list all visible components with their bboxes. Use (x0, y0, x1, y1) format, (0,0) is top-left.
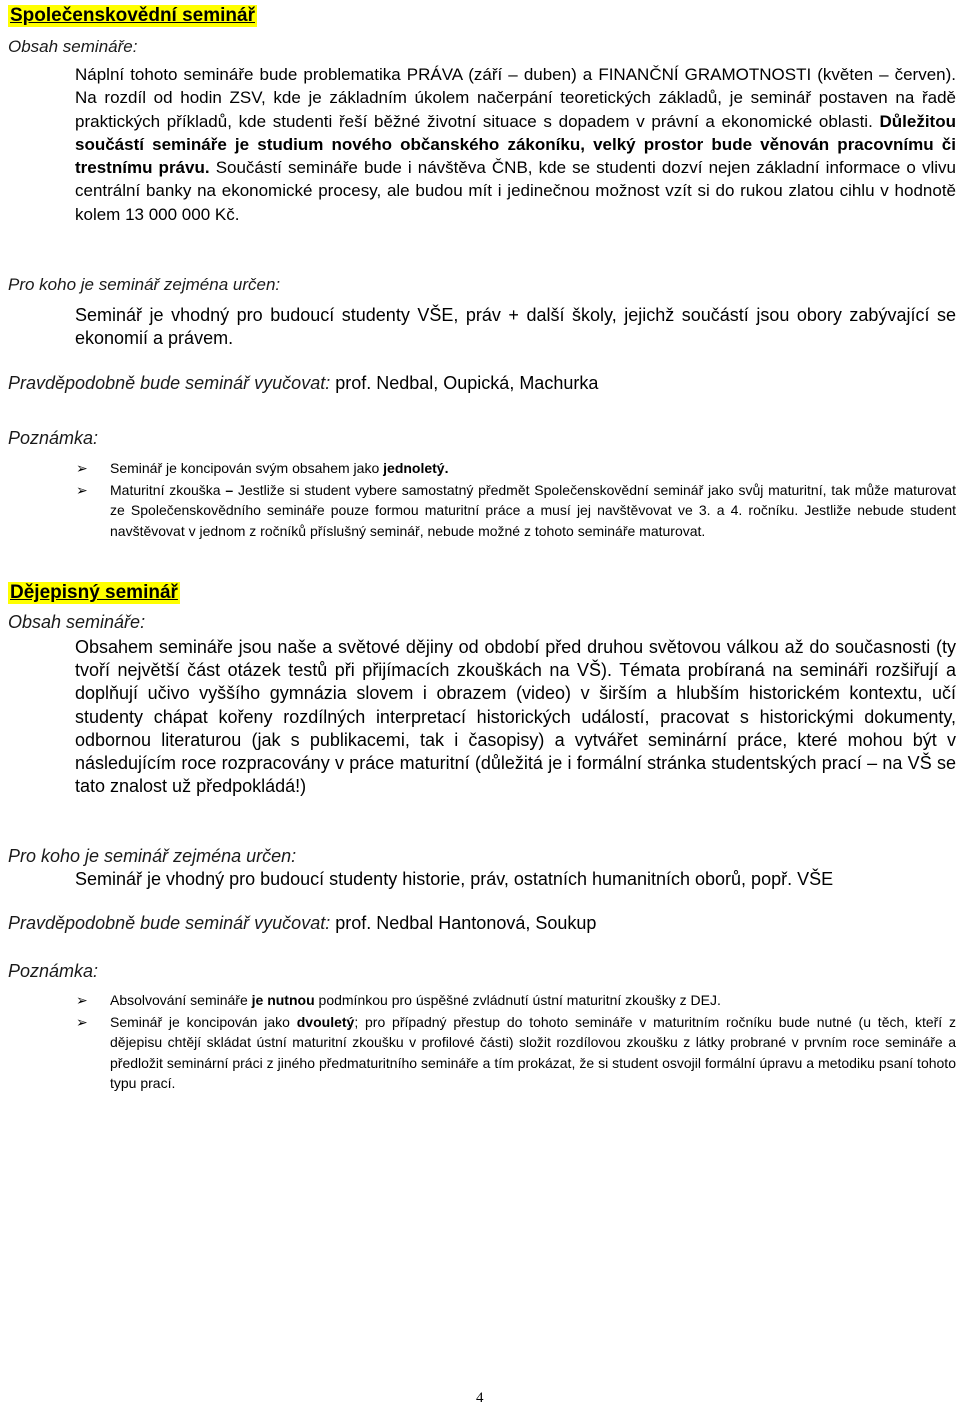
arrow-bullet-icon: ➢ (76, 460, 88, 476)
note-text: Absolvování semináře (110, 992, 252, 1008)
note-item (8, 990, 956, 1011)
obsah-label: Obsah semináře: (8, 612, 146, 632)
vyucovat-label: Pravděpodobně bude seminář vyučovat: (8, 913, 331, 933)
poznamka-label: Poznámka: (8, 428, 99, 448)
vyucovat-teachers: prof. Nedbal Hantonová, Soukup (330, 913, 597, 933)
arrow-bullet-icon: ➢ (76, 481, 88, 498)
notes-list (8, 458, 956, 541)
vyucovat-line (8, 373, 598, 394)
note-text: Jestliže si student vybere samostatný předmět Společenskovědní seminář jako svůj maturitní, tak může maturovat ze Společenskovědního semináře pouze formou maturitní práce a musí jej navštěvovat ve 3. a 4. ročníku. (110, 481, 956, 518)
pro-koho-text: Seminář je vhodný pro budoucí studenty VŠE, práv + další školy, jejichž součástí jsou obory zabývající se ekonomií a právem. (75, 305, 956, 349)
pro-koho-label: Pro koho je seminář zejména určen: (8, 275, 281, 294)
note-text: Jestliže nebude student navštěvovat v jednom z ročníků příslušný seminář, nebude možné z tohoto semináře maturovat. (110, 502, 956, 539)
pro-koho-text: Seminář je vhodný pro budoucí studenty historie, práv, ostatních humanitních oborů, popř. VŠE (75, 869, 834, 889)
note-text: Seminář je koncipován svým obsahem jako (110, 460, 384, 476)
note-item (8, 480, 956, 542)
pro-koho-label: Pro koho je seminář zejména určen: (8, 846, 297, 866)
notes-list (8, 990, 956, 1094)
page-number: 4 (476, 1390, 484, 1406)
section-title-spolecenskovedni: Společenskovědní seminář (10, 5, 255, 26)
obsah-paragraph: Obsahem semináře jsou naše a světové dějiny od období před druhou světovou válkou až do současnosti (ty tvoří největší část otázek testů při přijímacích zkouškách na VŠ). Témata probíraná na semináři rozšiřují a doplňují učivo vyššího gymnázia slovem i obrazem (video) v širším a hlubším historickém kontextu, učí studenty chápat kořeny rozdílných interpretací historických událostí, pracovat s historickými dokumenty, odbornou literaturou (jak s publikacemi, tak i časopisy) a vytvářet seminární práce, které mohou být v následujícím roce rozpracovány v práce maturitní (důležitá je i formální stránka studentských prací – na VŠ se tato znalost už předpokládá!) (75, 637, 956, 797)
note-item (8, 458, 956, 479)
note-text: podmínkou pro úspěšné zvládnutí ústní maturitní zkoušky z DEJ. (314, 992, 721, 1008)
vyucovat-teachers: prof. Nedbal, Oupická, Machurka (330, 373, 599, 393)
note-bold: – (225, 481, 238, 498)
arrow-bullet-icon: ➢ (76, 1013, 88, 1030)
obsah-text-part1: Náplní tohoto semináře bude problematika PRÁVA (září – duben) a FINANČNÍ GRAMOTNOSTI (květen – červen). Na rozdíl od hodin ZSV, kde je základním úkolem načerpání teoretických základů, je seminář postaven na řadě praktických příkladů, kde studenti řeší běžné životní situace s dopadem v právní a ekonomické oblasti. (75, 65, 956, 131)
arrow-bullet-icon: ➢ (76, 992, 88, 1008)
section-title-dejepisny: Dějepisný seminář (10, 582, 178, 603)
poznamka-label: Poznámka: (8, 961, 99, 981)
note-bold: je nutnou (251, 992, 315, 1008)
note-item (8, 1012, 956, 1094)
vyucovat-label: Pravděpodobně bude seminář vyučovat: (8, 373, 331, 393)
obsah-text-part2: Součástí semináře bude i návštěva ČNB, kde se studenti dozví nejen základní informace o vlivu centrální banky na ekonomické procesy, ale budou mít i jedinečnou možnost vzít si do rukou zlatou cihlu v hodnotě kolem 13 000 000 Kč. (75, 158, 956, 224)
note-bold: dvouletý (296, 1013, 355, 1030)
note-text: ; pro případný přestup do tohoto semináře v maturitním ročníku bude nutné (u těch, kteří z dějepisu chtějí skládat ústní maturitní zkoušku v profilové části) složit rozdílovou zkoušku z látky probrané v prvním roce semináře a předložit seminární práci z jiného předmaturitního semináře a tím prokázat, že si student osvojil formální úpravu a metodiku psaní tohoto typu prací. (110, 1013, 956, 1091)
vyucovat-line (8, 913, 596, 934)
note-text: Seminář je koncipován jako (110, 1013, 297, 1030)
note-bold: jednoletý. (383, 460, 449, 476)
obsah-paragraph (75, 63, 956, 226)
obsah-text-bold: Důležitou součástí semináře je studium nového občanského zákoníku, velký prostor bude věnován pracovnímu či trestnímu právu. (75, 111, 956, 178)
note-text: Maturitní zkouška (110, 481, 226, 498)
obsah-label: Obsah semináře: (8, 37, 138, 56)
